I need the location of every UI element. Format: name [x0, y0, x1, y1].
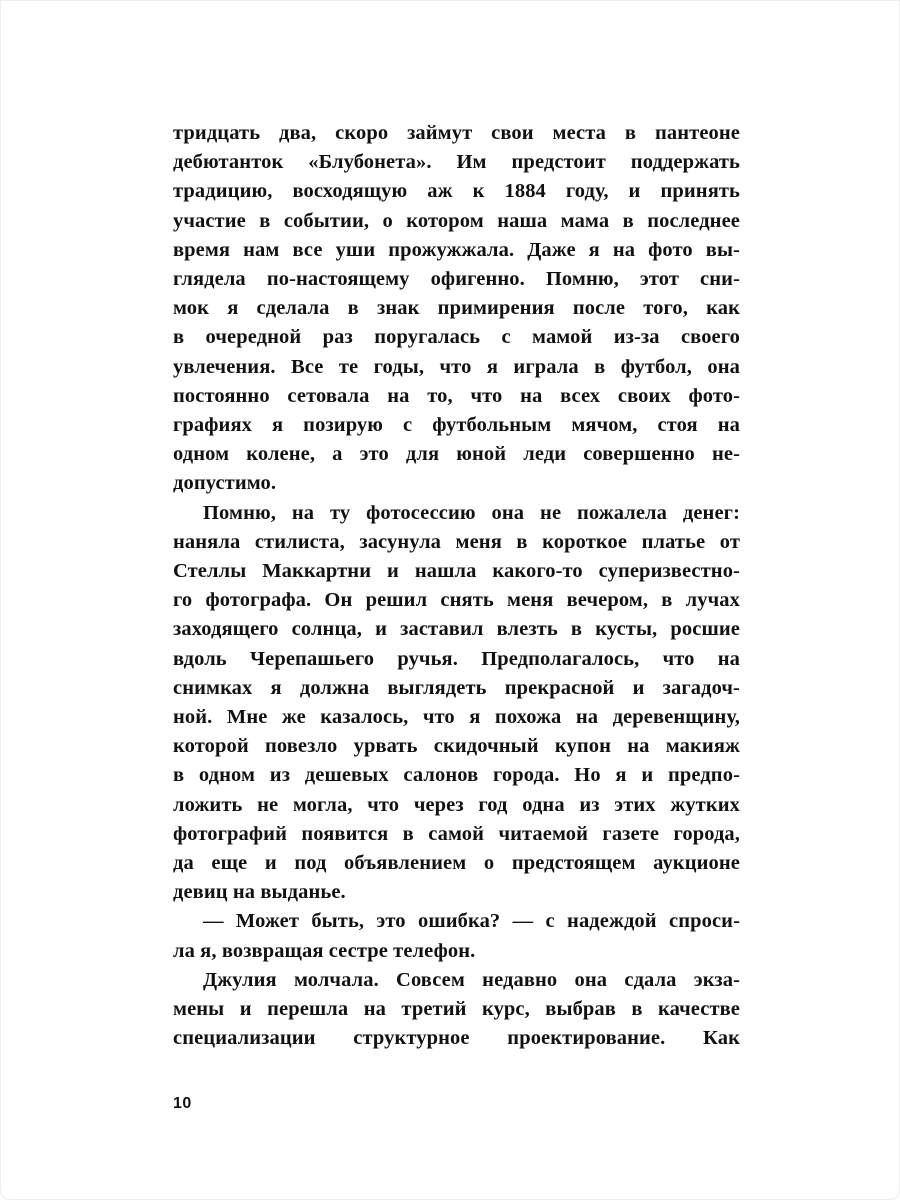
text-line: наняла стилиста, засунула меня в короткое платье от — [173, 530, 740, 553]
text-line: фотографий появится в самой читаемой газете города, — [173, 822, 740, 845]
text-line: ной. Мне же казалось, что я похожа на деревенщину, — [173, 706, 740, 729]
text-line: вдоль Черепашьего ручья. Предполагалось, что на — [173, 647, 740, 670]
text-line: девиц на выданье. — [173, 881, 346, 904]
text-line: постоянно сетовала на то, что на всех своих фото- — [173, 384, 740, 407]
text-line: увлечения. Все те годы, что я играла в футбол, она — [173, 355, 740, 378]
page-text — [173, 119, 740, 1054]
text-line: в одном из дешевых салонов города. Но я и предпо- — [173, 764, 740, 787]
text-line: время нам все уши прожужжала. Даже я на фото вы- — [173, 238, 740, 261]
text-line: да еще и под объявлением о предстоящем аукционе — [173, 852, 740, 875]
text-line: традицию, восходящую аж к 1884 году, и принять — [173, 180, 740, 203]
text-line: допустимо. — [173, 472, 277, 495]
page-number: 10 — [173, 1095, 192, 1112]
text-line: Стеллы Маккартни и нашла какого-то суперизвестно- — [173, 560, 740, 583]
text-line: мок я сделала в знак примирения после того, как — [173, 297, 740, 320]
text-line: одном колене, а это для юной леди совершенно не- — [173, 443, 740, 466]
text-line: снимках я должна выглядеть прекрасной и загадоч- — [173, 676, 740, 699]
text-line: графиях я позирую с футбольным мячом, стоя на — [173, 414, 740, 437]
text-line: ла я, возвращая сестре телефон. — [173, 939, 476, 962]
text-line: участие в событии, о котором наша мама в последнее — [173, 209, 740, 232]
text-line: Помню, на ту фотосессию она не пожалела денег: — [203, 501, 740, 524]
text-line: которой повезло урвать скидочный купон на макияж — [173, 735, 740, 758]
text-line: Джулия молчала. Совсем недавно она сдала экза- — [203, 968, 740, 991]
text-line: мены и перешла на третий курс, выбрав в качестве — [173, 998, 740, 1021]
text-line: — Может быть, это ошибка? — с надеждой спроси- — [203, 910, 740, 933]
text-line: глядела по-настоящему офигенно. Помню, этот сни- — [173, 268, 740, 291]
text-line: заходящего солнца, и заставил влезть в кусты, росшие — [173, 618, 740, 641]
text-line: дебютанток «Блубонета». Им предстоит поддержать — [173, 151, 740, 174]
text-line: тридцать два, скоро займут свои места в пантеоне — [173, 122, 740, 144]
text-line: ложить не могла, что через год одна из этих жутких — [173, 793, 740, 816]
text-line: в очередной раз поругалась с мамой из-за своего — [173, 326, 740, 349]
text-line: специализации структурное проектирование. Как — [173, 1027, 740, 1050]
text-line: го фотографа. Он решил снять меня вечером, в лучах — [173, 589, 740, 612]
